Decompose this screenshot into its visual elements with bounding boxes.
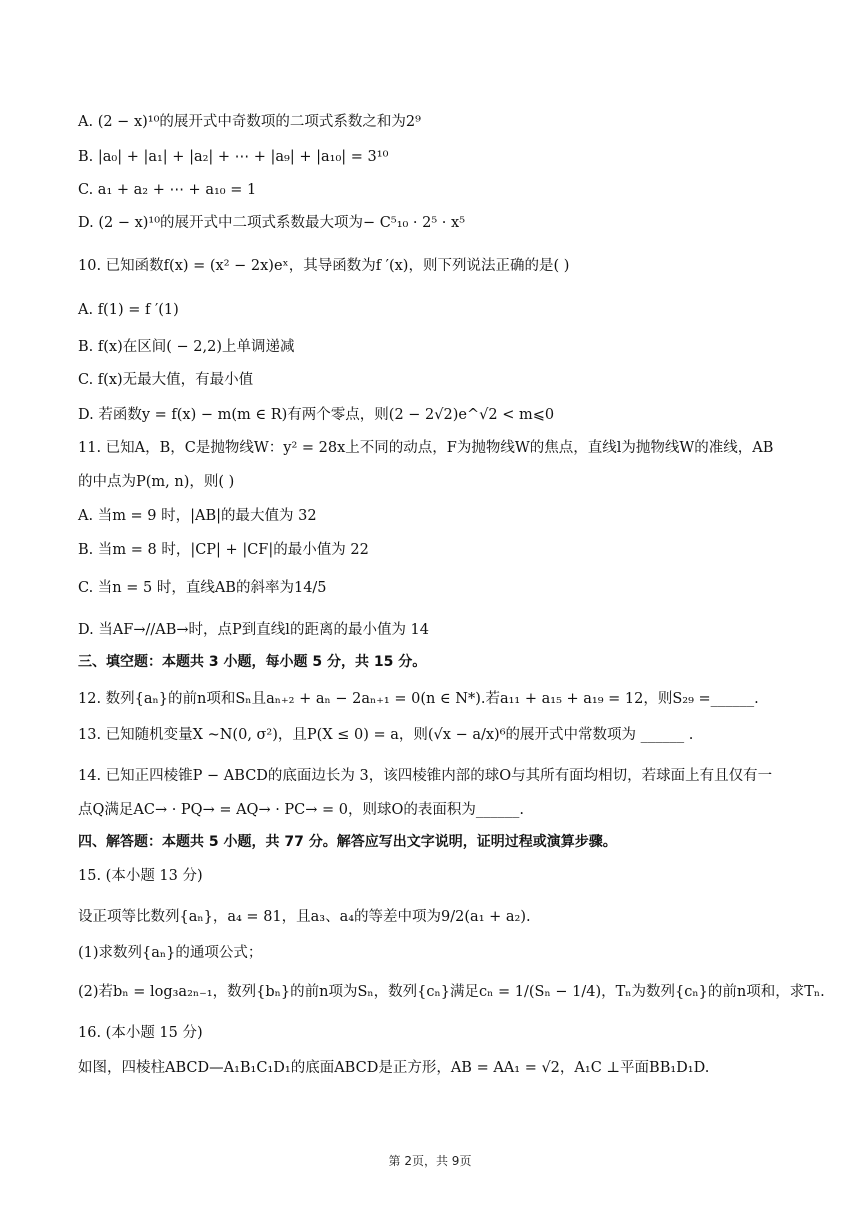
q11-option-d: D. 当AF→//AB→时，点P到直线l的距离的最小值为 14 [78,622,430,638]
q11-option-a: A. 当m = 9 时，|AB|的最大值为 32 [78,508,317,524]
q13: 13. 已知随机变量X ~N(0, σ²)，且P(X ≤ 0) = a，则(√x − a/x)⁶的展开式中常数项为 ______ . [78,727,694,743]
q9-option-c: C. a₁ + a₂ + ⋯ + a₁₀ = 1 [78,182,257,198]
page-footer: 第 2页，共 9页 [388,1154,472,1168]
q10-option-a: A. f(1) = f ′(1) [78,302,179,318]
q10-option-d: D. 若函数y = f(x) − m(m ∈ R)有两个零点，则(2 − 2√2)e^√2 < m⩽0 [78,407,555,423]
q14-line-2: 点Q满足AC→ · PQ→ = AQ→ · PC→ = 0，则球O的表面积为______. [78,802,525,818]
q15-part-2: (2)若bₙ = log₃a₂ₙ₋₁，数列{bₙ}的前n项为Sₙ，数列{cₙ}满足cₙ = 1/(Sₙ − 1/4)，Tₙ为数列{cₙ}的前n项和，求Tₙ. [78,984,825,1000]
q15-header: 15. (本小题 13 分) [78,868,203,884]
q12: 12. 数列{aₙ}的前n项和Sₙ且aₙ₊₂ + aₙ − 2aₙ₊₁ = 0(n ∈ N*).若a₁₁ + a₁₅ + a₁₉ = 12，则S₂₉ =______. [78,691,759,707]
q16-stem: 如图，四棱柱ABCD—A₁B₁C₁D₁的底面ABCD是正方形，AB = AA₁ = √2，A₁C ⊥平面BB₁D₁D. [78,1060,710,1076]
q14-line-1: 14. 已知正四棱锥P − ABCD的底面边长为 3，该四棱锥内部的球O与其所有面均相切，若球面上有且仅有一 [78,768,773,784]
q10-stem: 10. 已知函数f(x) = (x² − 2x)eˣ，其导函数为f ′(x)，则下列说法正确的是( ) [78,258,570,274]
q10-option-b: B. f(x)在区间( − 2,2)上单调递减 [78,339,295,355]
q9-option-b: B. |a₀| + |a₁| + |a₂| + ⋯ + |a₉| + |a₁₀| = 3¹⁰ [78,149,389,165]
q11-option-c: C. 当n = 5 时，直线AB的斜率为14/5 [78,580,327,596]
q11-stem-line-2: 的中点为P(m, n)，则( ) [78,474,235,490]
section-3-heading: 三、填空题：本题共 3 小题，每小题 5 分，共 15 分。 [78,654,427,670]
q9-option-d: D. (2 − x)¹⁰的展开式中二项式系数最大项为− C⁵₁₀ · 2⁵ · x⁵ [78,215,466,231]
section-4-heading: 四、解答题：本题共 5 小题，共 77 分。解答应写出文字说明，证明过程或演算步骤。 [78,834,617,850]
q11-option-b: B. 当m = 8 时，|CP| + |CF|的最小值为 22 [78,542,369,558]
q15-stem: 设正项等比数列{aₙ}，a₄ = 81，且a₃、a₄的等差中项为9/2(a₁ + a₂). [78,909,531,925]
q9-option-a: A. (2 − x)¹⁰的展开式中奇数项的二项式系数之和为2⁹ [78,114,421,130]
q16-header: 16. (本小题 15 分) [78,1025,203,1041]
q15-part-1: (1)求数列{aₙ}的通项公式； [78,945,263,961]
q11-stem-line-1: 11. 已知A，B，C是抛物线W：y² = 28x上不同的动点，F为抛物线W的焦点，直线l为抛物线W的准线，AB [78,440,774,456]
q10-option-c: C. f(x)无最大值，有最小值 [78,372,254,388]
